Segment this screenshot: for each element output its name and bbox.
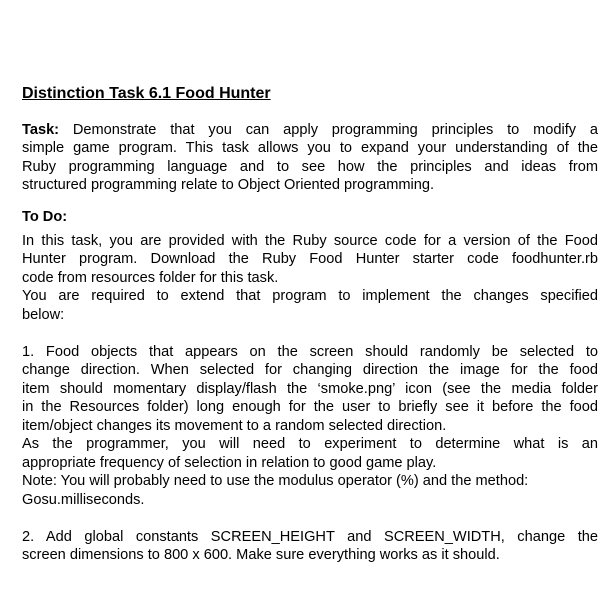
text-line: You are required to extend that program to implement the changes specified xyxy=(22,288,598,305)
text-line: In this task, you are provided with the Ruby source code for a version of the Food xyxy=(22,233,598,249)
text-line: screen dimensions to 800 x 600. Make sure everything works as it should. xyxy=(22,547,500,564)
text-line: simple game program. This task allows you to expand your understanding of the xyxy=(22,140,598,157)
text-line: Gosu.milliseconds. xyxy=(22,491,145,508)
text-line: appropriate frequency of selection in relation to good game play. xyxy=(22,454,437,471)
text-line: 2. Add global constants SCREEN_HEIGHT and SCREEN_WIDTH, change the xyxy=(22,529,598,545)
text-line: Ruby programming language and to see how the principles and ideas from xyxy=(22,158,598,175)
text-line: Hunter program. Download the Ruby Food Hunter starter code foodhunter.rb xyxy=(22,251,598,268)
text-line: below: xyxy=(22,306,65,323)
text-line: item should momentary display/flash the ‘smoke.png’ icon (see the media folder xyxy=(22,380,598,397)
text-line: change direction. When selected for changing direction the image for the food xyxy=(22,362,598,379)
task-paragraph xyxy=(22,121,598,195)
text-line: Note: You will probably need to use the modulus operator (%) and the method: xyxy=(22,473,529,490)
text-line: in the Resources folder) long enough for the user to briefly see it before the food xyxy=(22,399,598,416)
todo-heading: To Do: xyxy=(22,209,68,225)
text-line: code from resources folder for this task. xyxy=(22,269,279,286)
text-line: 1. Food objects that appears on the screen should randomly be selected to xyxy=(22,344,598,360)
requirement-2 xyxy=(22,528,598,565)
todo-paragraph xyxy=(22,232,598,324)
document-title: Distinction Task 6.1 Food Hunter xyxy=(22,85,271,102)
requirement-1 xyxy=(22,343,598,509)
text-line: Task: Demonstrate that you can apply programming principles to modify a xyxy=(22,122,598,138)
text-line: structured programming relate to Object Oriented programming. xyxy=(22,177,435,194)
task-label: Task: xyxy=(22,122,60,138)
text-line: item/object changes its movement to a random selected direction. xyxy=(22,417,447,434)
text-line: As the programmer, you will need to experiment to determine what is an xyxy=(22,436,598,453)
